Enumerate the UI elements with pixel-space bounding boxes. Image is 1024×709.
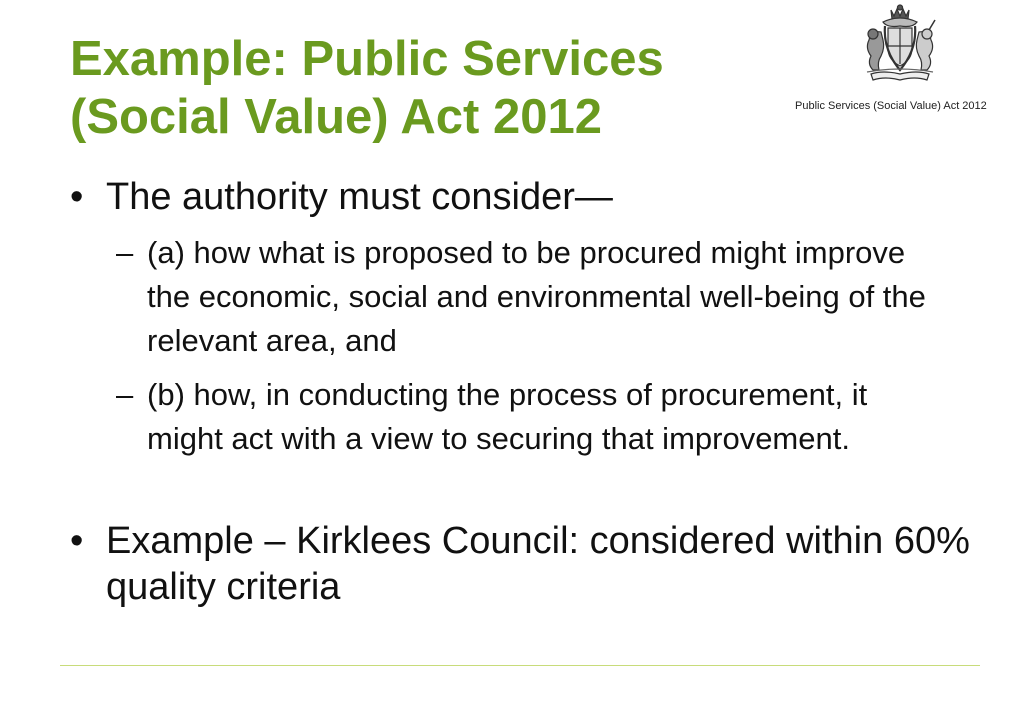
bullet-text: The authority must consider— (106, 176, 613, 218)
list-item (116, 373, 946, 461)
slide-title (70, 30, 760, 146)
footer-divider (60, 665, 980, 666)
bullet-icon: • (70, 520, 84, 562)
bullet-text: (b) how, in conducting the process of procurement, it might act with a view to securing that improvement. (147, 377, 868, 456)
bullet-icon: • (70, 176, 84, 218)
dash-icon: – (116, 235, 134, 270)
list-item (70, 518, 970, 610)
royal-coat-of-arms-icon (853, 4, 947, 84)
slide-title-line-1: Example: Public Services (70, 32, 664, 86)
bullet-text: Example – Kirklees Council: considered within 60% quality criteria (106, 520, 970, 608)
list-item (70, 174, 970, 220)
list-item (116, 231, 946, 363)
slide-title-line-2: (Social Value) Act 2012 (70, 90, 602, 144)
bullet-text: (a) how what is proposed to be procured might improve the economic, social and environmental well-being of the relevant area, and (147, 235, 926, 358)
act-caption: Public Services (Social Value) Act 2012 (795, 100, 987, 112)
dash-icon: – (116, 377, 134, 412)
